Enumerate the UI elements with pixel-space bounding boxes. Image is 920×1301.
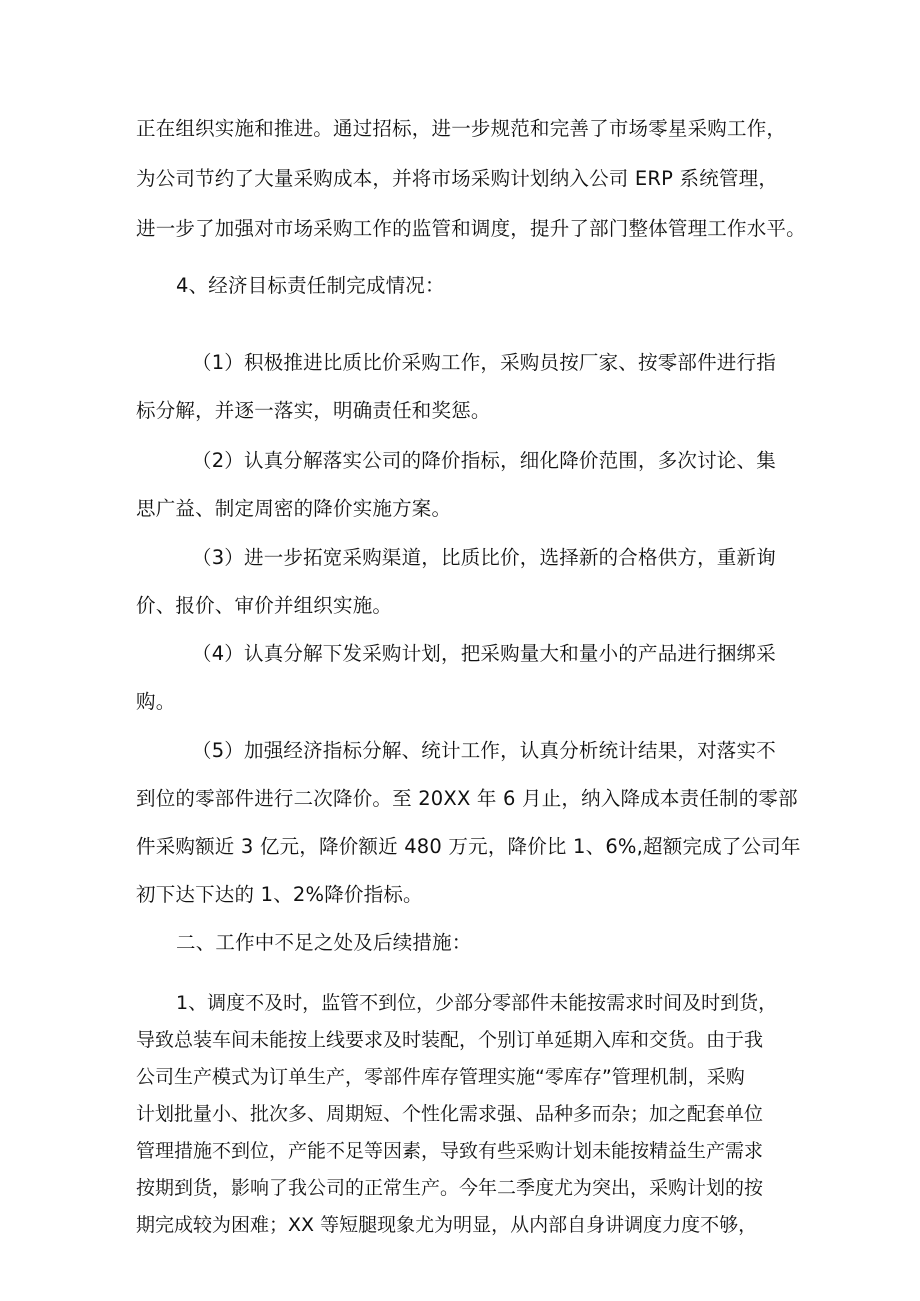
- item-2-line-2: 思广益、制定周密的降价实施方案。: [136, 497, 452, 520]
- item-1-line-2: 标分解，并逐一落实，明确责任和奖惩。: [136, 399, 491, 422]
- intro-line-3: 进一步了加强对市场采购工作的监管和调度，提升了部门整体管理工作水平。: [136, 217, 806, 240]
- item-5-line-3: 件采购额近 3 亿元，降价额近 480 万元，降价比 1、6%,超额完成了公司年: [136, 835, 801, 858]
- item-5-line-2: 到位的零部件进行二次降价。至 20XX 年 6 月止，纳入降成本责任制的零部: [136, 787, 798, 810]
- problem-line-5: 管理措施不到位，产能不足等因素，导致有些采购计划未能按精益生产需求: [136, 1140, 764, 1162]
- section-4-heading: 4、经济目标责任制完成情况：: [176, 274, 445, 297]
- section-2-heading: 二、工作中不足之处及后续措施：: [176, 931, 472, 954]
- problem-line-2: 导致总装车间未能按上线要求及时装配，个别订单延期入库和交货。由于我: [136, 1029, 764, 1051]
- intro-line-2: 为公司节约了大量采购成本，并将市场采购计划纳入公司 ERP 系统管理，: [136, 167, 779, 190]
- problem-line-4: 计划批量小、批次多、周期短、个性化需求强、品种多而杂；加之配套单位: [136, 1103, 764, 1125]
- item-5-line-1: （5）加强经济指标分解、统计工作，认真分析统计结果，对落实不: [192, 739, 776, 762]
- item-3-line-1: （3）进一步拓宽采购渠道，比质比价，选择新的合格供方，重新询: [192, 546, 776, 569]
- problem-line-7: 期完成较为困难；XX 等短腿现象尤为明显，从内部自身讲调度力度不够，: [136, 1214, 758, 1236]
- intro-line-1: 正在组织实施和推进。通过招标，进一步规范和完善了市场零星采购工作，: [136, 117, 787, 140]
- problem-line-1: 1、调度不及时，监管不到位，少部分零部件未能按需求时间及时到货，: [176, 992, 778, 1014]
- item-3-line-2: 价、报价、审价并组织实施。: [136, 594, 393, 617]
- problem-line-3: 公司生产模式为订单生产，零部件库存管理实施“零库存”管理机制，采购: [136, 1066, 745, 1088]
- item-1-line-1: （1）积极推进比质比价采购工作，采购员按厂家、按零部件进行指: [192, 351, 776, 374]
- problem-line-6: 按期到货，影响了我公司的正常生产。今年二季度尤为突出，采购计划的按: [136, 1177, 764, 1199]
- item-4-line-2: 购。: [136, 690, 176, 713]
- item-4-line-1: （4）认真分解下发采购计划，把采购量大和量小的产品进行捆绑采: [192, 642, 776, 665]
- item-2-line-1: （2）认真分解落实公司的降价指标，细化降价范围，多次讨论、集: [192, 449, 776, 472]
- item-5-line-4: 初下达下达的 1、2%降价指标。: [136, 883, 423, 906]
